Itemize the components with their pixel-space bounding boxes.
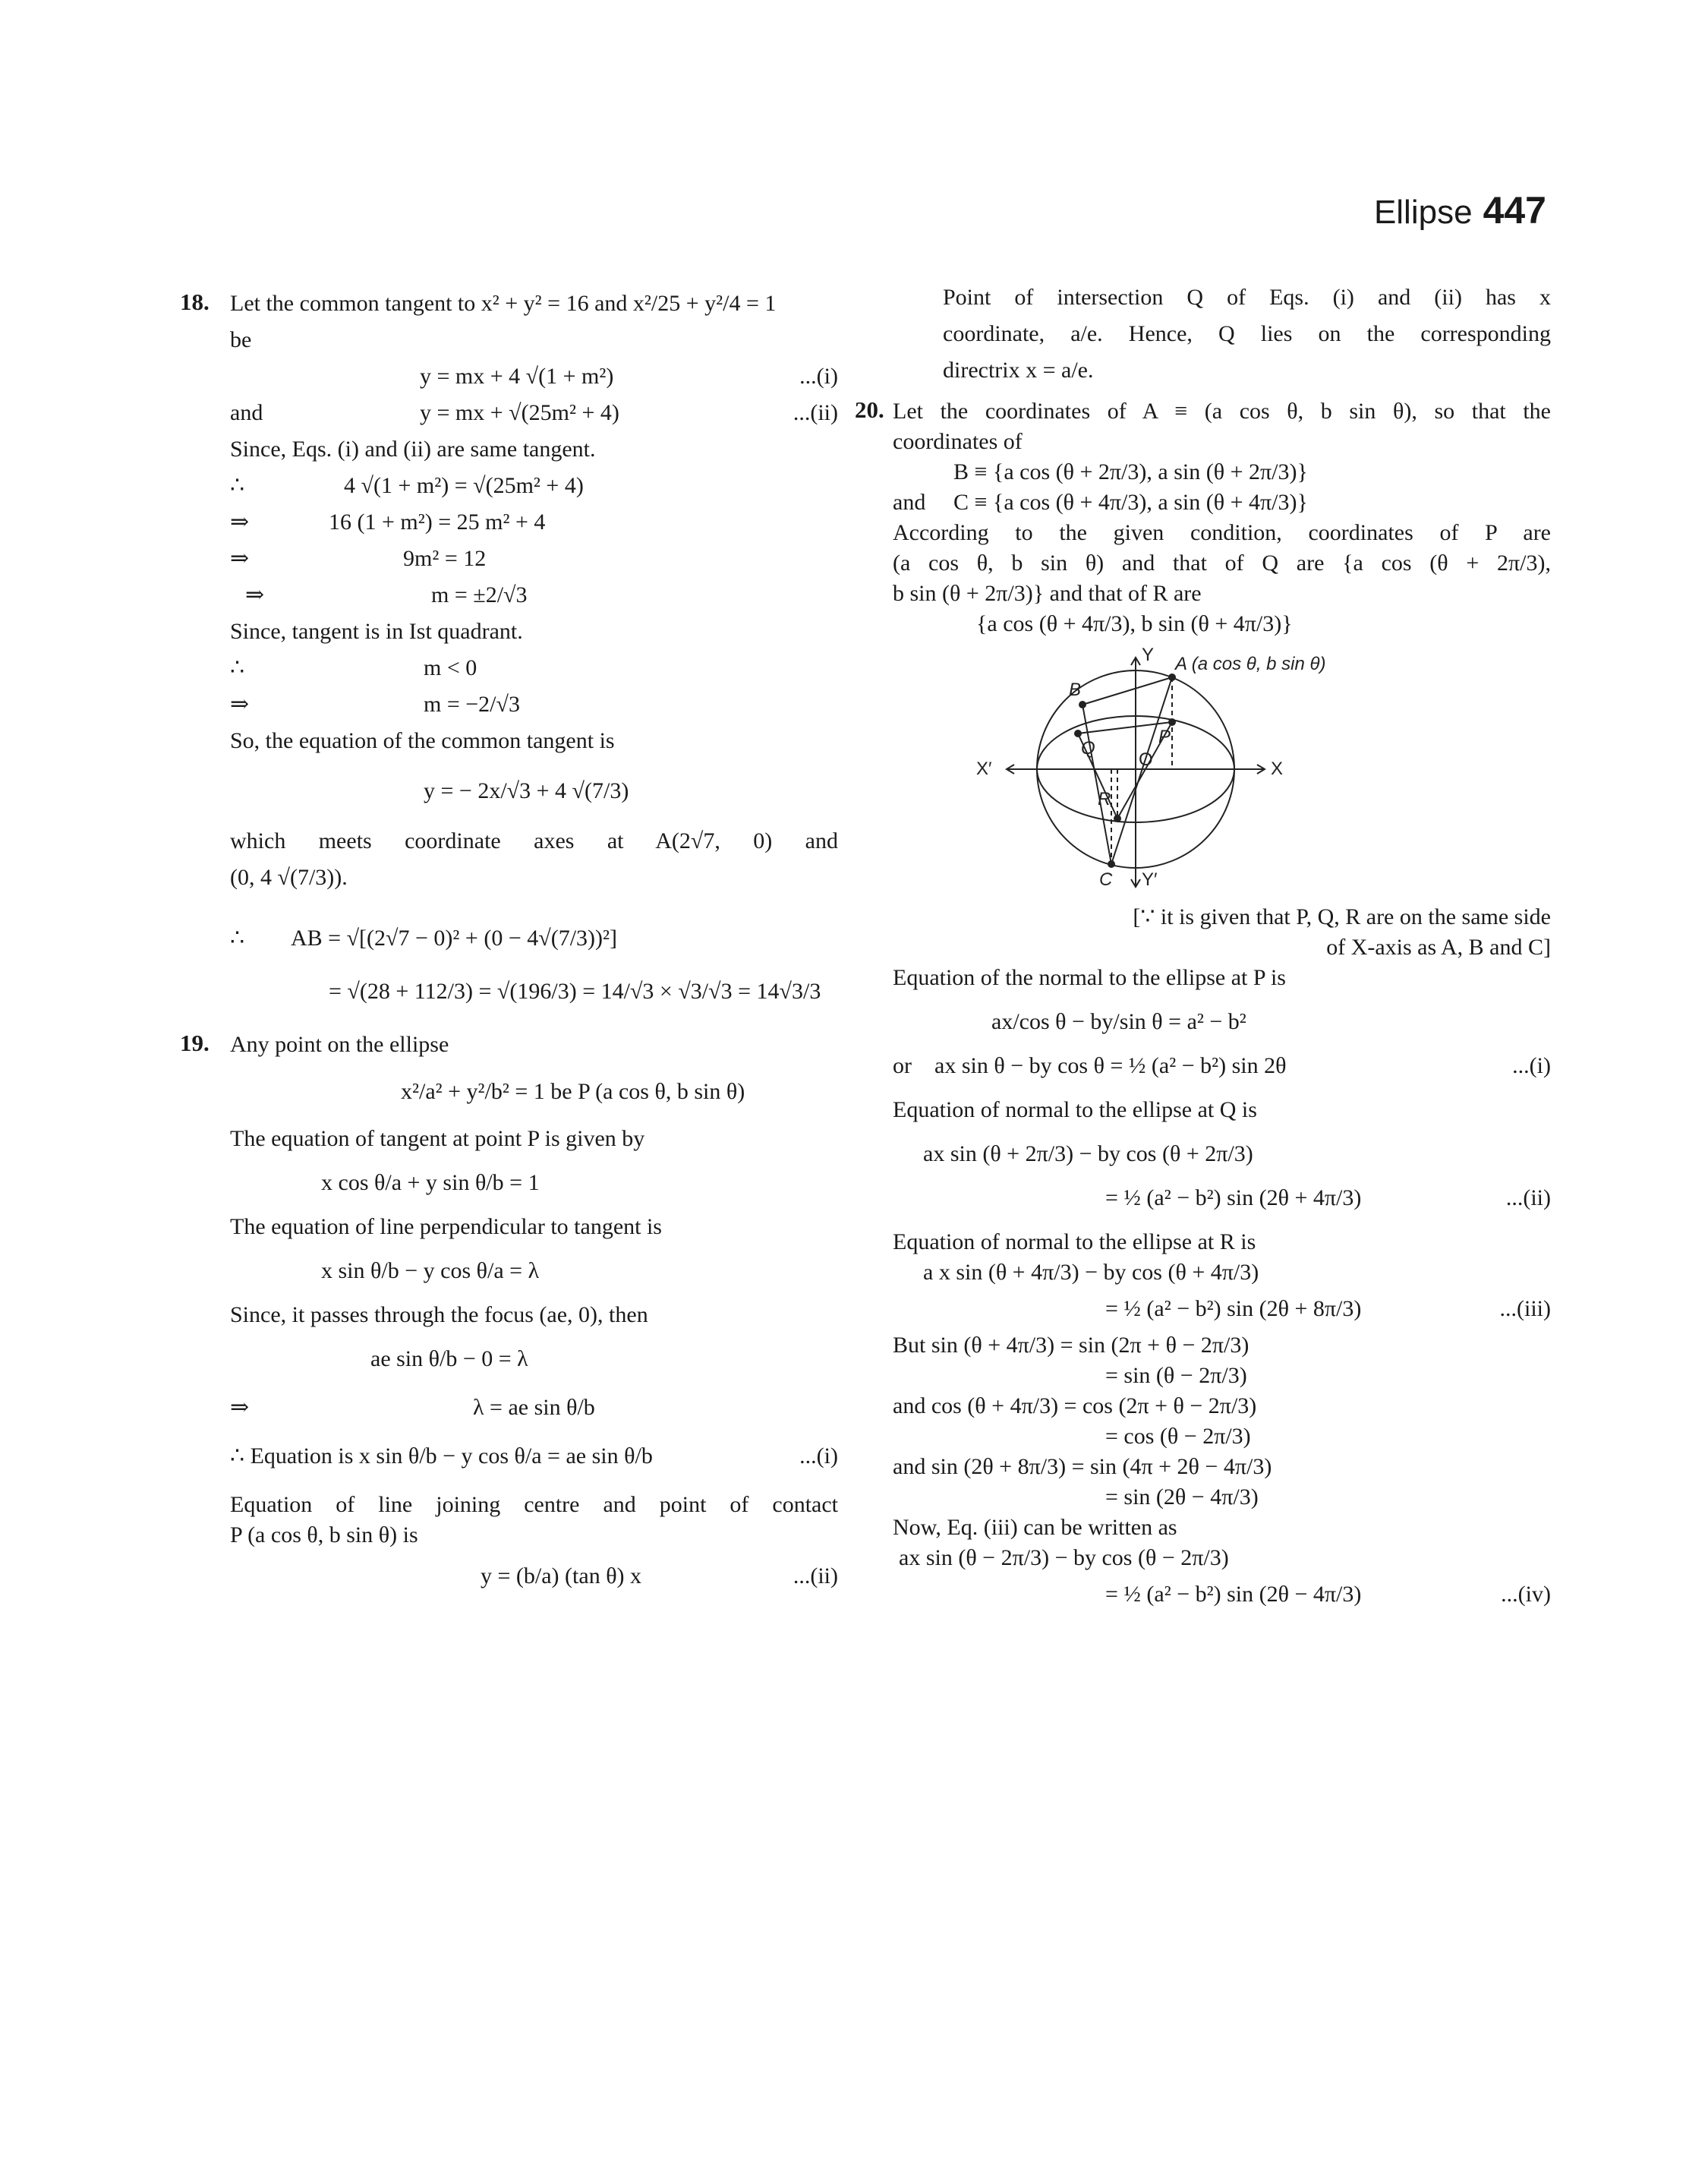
problem-19 bbox=[180, 1030, 838, 1592]
equation-line bbox=[230, 1168, 838, 1198]
y-axis-neg-label: Y′ bbox=[1142, 869, 1158, 890]
equation-line bbox=[230, 1393, 838, 1423]
equation: = √(28 + 112/3) = √(196/3) = 14/√3 × √3/√3 = 14√3/3 bbox=[329, 979, 821, 1004]
point-c-dot bbox=[1108, 860, 1115, 868]
equation-line bbox=[893, 1051, 1551, 1081]
text-line: Now, Eq. (iii) can be written as bbox=[893, 1515, 1177, 1540]
text-line: According to the given condition, coordinates of P are bbox=[893, 520, 1551, 545]
equation-line bbox=[230, 1561, 838, 1592]
equation: x²/a² + y²/b² = 1 be P (a cos θ, b sin θ) bbox=[401, 1079, 745, 1104]
connector: or bbox=[893, 1053, 912, 1078]
point-a-label: A (a cos θ, b sin θ) bbox=[1175, 654, 1326, 674]
text-line: Since, tangent is in Ist quadrant. bbox=[230, 619, 523, 644]
equation: = sin (2θ − 4π/3) bbox=[1105, 1484, 1259, 1509]
point-p-label: P bbox=[1158, 727, 1171, 747]
equation-tag: ...(iii) bbox=[1499, 1296, 1551, 1321]
equation: = ½ (a² − b²) sin (2θ − 4π/3) bbox=[1105, 1582, 1362, 1607]
text-line: Since, Eqs. (i) and (ii) are same tangent. bbox=[230, 437, 596, 462]
text-line: Equation of the normal to the ellipse at P is bbox=[893, 965, 1286, 990]
point-r-dot bbox=[1114, 815, 1121, 822]
equation-line bbox=[893, 1257, 1551, 1288]
text-line: P (a cos θ, b sin θ) is bbox=[230, 1522, 418, 1547]
text-line: Equation of normal to the ellipse at R is bbox=[893, 1229, 1256, 1254]
y-axis-label: Y bbox=[1142, 645, 1155, 665]
point-q-dot bbox=[1074, 730, 1082, 737]
equation-tag: ...(ii) bbox=[1505, 1185, 1551, 1210]
text-line: directrix x = a/e. bbox=[943, 358, 1094, 383]
equation-line: But sin (θ + 4π/3) = sin (2π + θ − 2π/3) bbox=[893, 1333, 1249, 1358]
equation-line: and cos (θ + 4π/3) = cos (2π + θ − 2π/3) bbox=[893, 1393, 1257, 1418]
right-column bbox=[855, 282, 1551, 1616]
equation-line bbox=[230, 923, 838, 954]
equation: λ = ae sin θ/b bbox=[473, 1395, 595, 1420]
implies-symbol: ⇒ bbox=[230, 692, 250, 717]
equation-line bbox=[230, 1256, 838, 1286]
equation: AB = √[(2√7 − 0)² + (0 − 4√(7/3))²] bbox=[291, 926, 617, 951]
text-line: Equation of normal to the ellipse at Q is bbox=[893, 1097, 1257, 1122]
equation-line bbox=[230, 361, 838, 392]
point-q-label: Q bbox=[1081, 738, 1095, 759]
text-line: [∵ it is given that P, Q, R are on the same side bbox=[1133, 904, 1551, 929]
problem-20 bbox=[855, 396, 1551, 1610]
equation: y = (b/a) (tan θ) x bbox=[481, 1563, 642, 1588]
chapter-title: Ellipse bbox=[1373, 194, 1473, 231]
ellipse-circle-diagram bbox=[893, 644, 1551, 894]
equation: = ½ (a² − b²) sin (2θ + 8π/3) bbox=[1105, 1296, 1362, 1321]
connector: and bbox=[230, 400, 263, 425]
equation: 9m² = 12 bbox=[403, 546, 487, 571]
text-line: So, the equation of the common tangent is bbox=[230, 728, 615, 753]
equation-line bbox=[230, 398, 838, 428]
text-line: Point of intersection Q of Eqs. (i) and (ii) has x bbox=[943, 285, 1551, 310]
equation-line bbox=[893, 1139, 1551, 1169]
equation-line bbox=[230, 1344, 838, 1374]
text-line: coordinates of bbox=[893, 429, 1023, 454]
equation: y = mx + 4 √(1 + m²) bbox=[420, 364, 614, 389]
equation: m = ±2/√3 bbox=[431, 582, 528, 607]
equation: ae sin θ/b − 0 = λ bbox=[370, 1346, 528, 1371]
running-header bbox=[1374, 188, 1546, 232]
equation-tag: ...(iv) bbox=[1501, 1582, 1551, 1607]
origin-label: O bbox=[1139, 749, 1153, 770]
problem-number: 19. bbox=[180, 1030, 210, 1056]
equation: x cos θ/a + y sin θ/b = 1 bbox=[321, 1170, 540, 1195]
equation: ax sin (θ − 2π/3) − by cos (θ − 2π/3) bbox=[899, 1545, 1229, 1570]
implies-symbol: ⇒ bbox=[230, 1395, 250, 1420]
equation-line bbox=[893, 1007, 1551, 1037]
equation-line bbox=[230, 471, 838, 501]
equation: y = mx + √(25m² + 4) bbox=[420, 400, 619, 425]
equation-tag: ...(i) bbox=[799, 364, 838, 389]
x-axis-neg-label: X′ bbox=[976, 759, 992, 779]
equation-line bbox=[893, 1421, 1551, 1452]
equation-line bbox=[230, 653, 838, 683]
equation-line bbox=[893, 487, 1551, 518]
equation: 4 √(1 + m²) = √(25m² + 4) bbox=[344, 473, 584, 498]
equation-line bbox=[893, 1294, 1551, 1324]
problem-19-continued bbox=[893, 282, 1551, 386]
text-line: (a cos θ, b sin θ) and that of Q are {a cos (θ + 2π/3), bbox=[893, 550, 1551, 576]
left-column bbox=[180, 282, 838, 1602]
implies-symbol: ⇒ bbox=[230, 546, 250, 571]
diagram-svg bbox=[976, 644, 1401, 894]
equation-line bbox=[230, 580, 838, 610]
point-b-label: B bbox=[1069, 680, 1082, 700]
equation-tag: ...(i) bbox=[799, 1443, 838, 1468]
equation-tag: ...(ii) bbox=[793, 400, 838, 425]
page-number: 447 bbox=[1483, 189, 1546, 232]
equation: x sin θ/b − y cos θ/a = λ bbox=[321, 1258, 540, 1283]
text-line: Let the common tangent to x² + y² = 16 and x²/25 + y²/4 = 1 bbox=[230, 291, 777, 316]
equation-line bbox=[893, 609, 1551, 639]
text-line: Since, it passes through the focus (ae, 0), then bbox=[230, 1302, 648, 1327]
text-line: of X-axis as A, B and C] bbox=[1326, 935, 1551, 960]
equation-line bbox=[230, 507, 838, 538]
text-line: The equation of tangent at point P is given by bbox=[230, 1126, 645, 1151]
equation-line bbox=[893, 1579, 1551, 1610]
implies-symbol: ⇒ bbox=[245, 582, 265, 607]
text-line: The equation of line perpendicular to tangent is bbox=[230, 1214, 662, 1239]
x-axis-label: X bbox=[1271, 759, 1284, 779]
equation: ax sin (θ + 2π/3) − by cos (θ + 2π/3) bbox=[923, 1141, 1253, 1166]
problem-number: 20. bbox=[855, 396, 884, 423]
equation: m < 0 bbox=[424, 655, 477, 680]
equation-line bbox=[230, 1077, 838, 1107]
point-c-label: C bbox=[1099, 869, 1113, 890]
implies-symbol: ⇒ bbox=[230, 509, 250, 535]
problem-number: 18. bbox=[180, 289, 210, 315]
text-line: Equation of line joining centre and point of contact bbox=[230, 1492, 838, 1517]
equation: B ≡ {a cos (θ + 2π/3), a sin (θ + 2π/3)} bbox=[953, 459, 1308, 484]
equation: ∴ Equation is x sin θ/b − y cos θ/a = ae sin θ/b bbox=[230, 1443, 653, 1468]
therefore-symbol: ∴ bbox=[230, 473, 245, 498]
equation: ax sin θ − by cos θ = ½ (a² − b²) sin 2θ bbox=[934, 1053, 1287, 1078]
equation: a x sin (θ + 4π/3) − by cos (θ + 4π/3) bbox=[923, 1260, 1259, 1285]
equation: ax/cos θ − by/sin θ = a² − b² bbox=[991, 1009, 1246, 1034]
equation: {a cos (θ + 4π/3), b sin (θ + 4π/3)} bbox=[976, 611, 1293, 636]
equation-line bbox=[230, 976, 838, 1007]
equation-line bbox=[230, 1441, 838, 1472]
equation: 16 (1 + m²) = 25 m² + 4 bbox=[329, 509, 546, 535]
text-line: coordinate, a/e. Hence, Q lies on the corresponding bbox=[943, 321, 1551, 346]
text-line: b sin (θ + 2π/3)} and that of R are bbox=[893, 581, 1202, 606]
equation-tag: ...(ii) bbox=[793, 1563, 838, 1588]
equation-tag: ...(i) bbox=[1512, 1053, 1551, 1078]
text-line: be bbox=[230, 327, 252, 352]
equation: = ½ (a² − b²) sin (2θ + 4π/3) bbox=[1105, 1185, 1362, 1210]
equation-line bbox=[230, 689, 838, 720]
equation: y = − 2x/√3 + 4 √(7/3) bbox=[424, 778, 629, 803]
point-b-dot bbox=[1079, 701, 1086, 708]
equation: m = −2/√3 bbox=[424, 692, 520, 717]
equation-line: and sin (2θ + 8π/3) = sin (4π + 2θ − 4π/3) bbox=[893, 1454, 1272, 1479]
equation-line bbox=[230, 544, 838, 574]
equation: C ≡ {a cos (θ + 4π/3), a sin (θ + 4π/3)} bbox=[953, 490, 1308, 515]
equation-line bbox=[893, 1482, 1551, 1513]
problem-18 bbox=[180, 289, 838, 1007]
text-line: Let the coordinates of A ≡ (a cos θ, b sin θ), so that the bbox=[893, 399, 1551, 424]
therefore-symbol: ∴ bbox=[230, 655, 245, 680]
text-line: Any point on the ellipse bbox=[230, 1032, 449, 1057]
equation-line bbox=[893, 457, 1551, 487]
text-line: (0, 4 √(7/3)). bbox=[230, 865, 348, 890]
equation-line bbox=[230, 776, 838, 806]
therefore-symbol: ∴ bbox=[230, 926, 245, 951]
equation: = cos (θ − 2π/3) bbox=[1105, 1424, 1251, 1449]
text-line: which meets coordinate axes at A(2√7, 0) and bbox=[230, 828, 838, 853]
connector: and bbox=[893, 490, 926, 515]
equation-line bbox=[893, 1361, 1551, 1391]
equation-line bbox=[893, 1183, 1551, 1213]
equation: = sin (θ − 2π/3) bbox=[1105, 1363, 1247, 1388]
point-r-label: R bbox=[1098, 789, 1111, 809]
equation-line bbox=[893, 1543, 1551, 1573]
point-a-dot bbox=[1168, 674, 1176, 681]
point-p-dot bbox=[1168, 718, 1176, 726]
